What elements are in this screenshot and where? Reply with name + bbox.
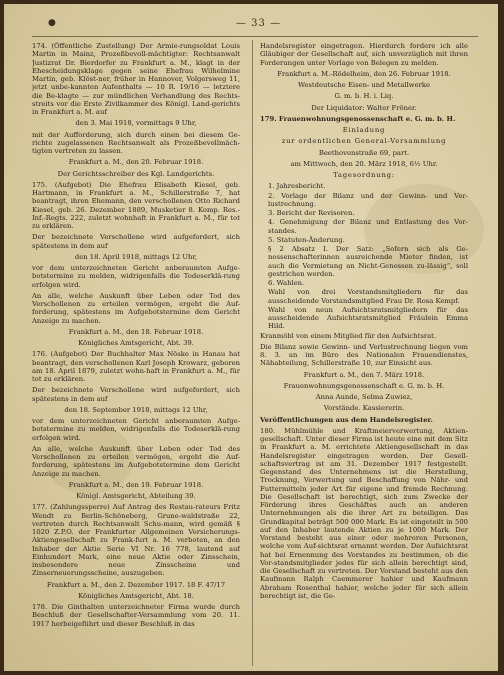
right-column-paragraph: Einladung [342,126,386,134]
right-column-paragraph: Tagesordnung: [333,171,395,179]
right-column-paragraph: am Mittwoch, den 20. März 1918, 6½ Uhr. [290,159,438,168]
left-column-paragraph: den 3. Mai 1918, vormittags 9 Uhr, [75,119,197,128]
left-column-paragraph: Königliches Amtsgericht, Abt. 18. [78,591,194,600]
left-column-paragraph: 174. (Öffentliche Zustellung) Der Armie-rungsoldat Louis Martin in Mainz, Prozeßbevoll-mächtigter: Rechtsanwalt Justizrat Dr. Bierdorfer zu Frankfurt a. M., klagt in der Ehescheidungsklage gegen seine Ehefrau Wilhelmine Martin, geb. Klöst-ner, früher in Hannover, Volgersweg 11, jetzt unbe-kannten Aufenthalts — 10 R. 19/16 — letztere die Be-klagte — zur mündlichen Verhandlung des Rechts-streits vor die Erste Zivilkammer des Königl. Land-gerichts in Frankfurt a. M. auf [32,42,240,116]
right-column-paragraph: Die Bilanz sowie Gewinn- und Verlustrechnung liegen vom 8. 3. an im Büro des Nationalen Frauendienstes, Nähabteilung, Schillerstraße 10, zur Einsicht aus. [260,342,468,368]
right-column-paragraph: G. m. b. H. i. Liq. [334,92,394,101]
right-column-paragraph: Frankfurt a. M., den 7. März 1918. [303,370,425,379]
right-column-paragraph: Kranmöbl von einem Mitglied für den Aufsichtsrat. [260,331,437,340]
right-column-paragraph: zur ordentlichen General-Versammlung [281,137,447,146]
left-column-paragraph: 175. (Aufgebot) Die Ehefrau Elisabeth Kiesel, geb. Hartmann, in Frankfurt a. M., Schillerstraße 7, hat beantragt, ihren Ehemann, den verschollenen Otto Richard Kiesel, geb. 26. Dezember 1889, Musketier 8. Komp. Res.-Inf.-Regts. 222, zuletzt wohnhaft in Frankfurt a. M., für tot zu erklären. [32,180,240,230]
left-column-paragraph: Der bezeichnete Verschollene wird aufgefordert, sich spätestens in dem auf [32,233,240,250]
left-column-paragraph: 178. Die Ginthalten unterzeichneter Firma wurde durch Beschluß der Gesellschafter-Versammlung vom 20. 11. 1917 herbeigeführt und dieser Beschluß in das [32,603,240,628]
right-column-paragraph: Beethovenstraße 69, part. [318,148,410,157]
left-column-paragraph: den 18. April 1918, mittags 12 Uhr, [74,252,198,261]
left-column-paragraph: Frankfurt a. M., den 2. Dezember 1917. 18 F. 47/17 [46,580,226,589]
header-rule [32,36,478,37]
left-column-paragraph: den 18. September 1918, mittags 12 Uhr, [64,405,208,414]
right-column-paragraph: Westdeutsche Eisen- und Metallwerke [297,81,431,89]
left-column-paragraph: vor dem unterzeichneten Gericht anberaumten Aufge-botstermine zu melden, widrigenfalls die Todeserklä-rung erfolgen wird. [32,264,240,289]
left-column-paragraph: mit der Aufforderung, sich durch einen bei diesem Ge-richte zugelassenen Rechtsanwalt als Prozeßbevollmäch-tigten vertreten zu lassen. [32,130,240,155]
right-column-paragraph: Vorstände. Kassiererin. [323,404,405,413]
right-column-paragraph: Wahl von drei Vorstandsmitgliedern für das ausscheidende Vorstandsmitglied Frau Dr. Rosa Kempf. [268,288,468,305]
left-column-paragraph: vor dem unterzeichneten Gericht anberaumten Aufge-botstermine zu melden, widrigenfalls die Todeserklä-rung erfolgen wird. [32,417,240,442]
left-column [32,42,240,664]
right-column-paragraph: Frauenwohnungsgenossenschaft e. G. m. b. H. [283,381,445,390]
left-column-paragraph: Königliches Amtsgericht, Abt. 39. [78,339,194,347]
page-number: — 33 — [236,18,282,29]
right-column-paragraph: 180. Mühlmühle und Kraftmeierverwertung, Aktien-gesellschaft. Unter dieser Firma ist heute eine mit dem Sitz in Frankfurt a. M. errichtete Aktiengesellschaft in das Handelsregister eingetragen worden. Der Gesell-schaftsvertrag ist am 31. Dezember 1917 festgestellt. Gegenstand des Unternehmens ist die Herstellung, Trocknung, Verwertung und Beschaffung von Nähr- und Futtermitteln jeder Art für eigene und fremde Rechnung. Die Gesellschaft ist berechtigt, sich zum Zwecke der Förderung ihres Geschäftes auch an anderen Unternehmungen als die ihrer Art zu beteiligen. Das Grundkapital beträgt 500 000 Mark. Es ist eingeteilt in 500 auf den Inhaber lautende Aktien zu je 1000 Mark. Der Vorstand besteht aus einer oder mehreren Personen, welche vom Auf-sichtsrat ernannt werden. Der Aufsichtsrat hat bei Ernennung des Vorstandes zu bestimmen, ob die Vor-standsmitglieder jedes für sich allein berechtigt sind, die Gesellschaft zu vertreten. Der Vorstand besteht aus den Kaufmann Ralph Caemmerer hahier und Kaufmann Abraham Rosenthal hahier, welche jeder für sich allein berechtigt ist, die Ge- [260,426,468,600]
page-bullet-mark: ● [48,18,56,28]
right-column-paragraph: Frankfurt a. M.-Rödelheim, den 26. Februar 1918. [277,69,451,78]
right-column-paragraph: 4. Genehmigung der Bilanz und Entlastung des Vor-standes. [268,218,468,235]
right-column-paragraph: 1. Jahresbericht. [268,182,326,191]
left-column-paragraph: Königl. Amtsgericht, Abteilung 39. [76,492,196,500]
right-column-paragraph: 179. Frauenwohnungsgenossenschaft e. G. m. b. H. [260,114,456,123]
right-column-paragraph: 6. Wahlen. [268,279,305,287]
right-column-paragraph: 5. Statuten-Änderung. [268,235,345,244]
column-divider [252,40,253,666]
left-column-paragraph: Der bezeichnete Verschollene wird aufgefordert, sich spätestens in dem auf [32,386,240,403]
left-column-paragraph: 176. (Aufgebot) Der Buchhalter Max Nöske in Hanau hat beantragt, den verschollenen Karl Joseph Krowarz, geboren am 18. April 1879, zuletzt wohn-haft in Frankfurt a. M., für tot zu erklären. [32,350,240,383]
right-column-paragraph: Wahl von neun Aufsichtsratsmitgliedern für das ausscheidende Aufsichtsratsmitglied Fräulein Emma Hild. [268,305,468,331]
left-column-paragraph: Frankfurt a. M., den 18. Februar 1918. [68,327,204,336]
left-column-paragraph: Frankfurt a. M., den 20. Februar 1918. [68,158,204,167]
left-column-paragraph: An alle, welche Auskunft über Leben oder Tod des Verschollenen zu erteilen vermögen, ergeht die Auf-forderung, spätestens im Aufgebotstermine dem Gericht Anzeige zu machen. [32,444,240,478]
right-column [260,42,468,664]
right-column-paragraph: § 2 Absatz I. Der Satz: „Sofern sich als Ge-nossenschafterinnen ausreichende Mieter finden, ist auch die Vermietung an Nicht-Genossen zu-lässig“, soll gestrichen werden. [268,245,468,278]
right-column-paragraph: Der Liquidator: Walter Fröner. [311,103,417,112]
right-column-paragraph: Veröffentlichungen aus dem Handelsregister. [260,415,433,424]
newspaper-page [4,4,498,671]
left-column-paragraph: Der Gerichtsschreiber des Kgl. Landgerichts. [57,169,215,178]
left-column-paragraph: An alle, welche Auskunft über Leben oder Tod des Verschollenen zu erteilen vermögen, ergeht die Auf-forderung, spätestens im Aufgebotstermine dem Gericht Anzeige zu machen. [32,291,240,325]
left-column-paragraph: 177. (Zahlungssperre) Auf Antrag des Restau-rateurs Fritz Wendt zu Berlin-Schöneberg, Grune-waldstraße 22, vertreten durch Rechtsanwalt Schu-mann, wird gemäß § 1020 Z.P.O. der Frankfurter Allgemeinen Versicherungs-Aktiengesellschaft zu Frank-furt a. M. verboten, an den Inhaber der Aktie Serie VI Nr. 16 778, lautend auf Einhundert Mark, eine neue Aktie oder Zinsschein, insbesondere neue Zinsscheine und Zinserneuerungsscheine, auszugeben. [32,503,240,578]
right-column-paragraph: Handelsregister eingetragen. Hierdurch fordere ich alle Gläubiger der Gesellschaft auf, sich unverzüglich mit ihren Forderungen unter Vorlage von Belegen zu melden. [260,42,468,67]
left-column-paragraph: Frankfurt a. M., den 19. Februar 1918. [68,480,204,489]
right-column-paragraph: 2. Vorlage der Bilanz und der Gewinn- und Ver-lustrechnung. [268,191,468,208]
right-column-paragraph: Anna Aunde, Selma Zuwiez, [315,393,413,401]
right-column-paragraph: 3. Bericht der Revisoren. [268,209,355,217]
